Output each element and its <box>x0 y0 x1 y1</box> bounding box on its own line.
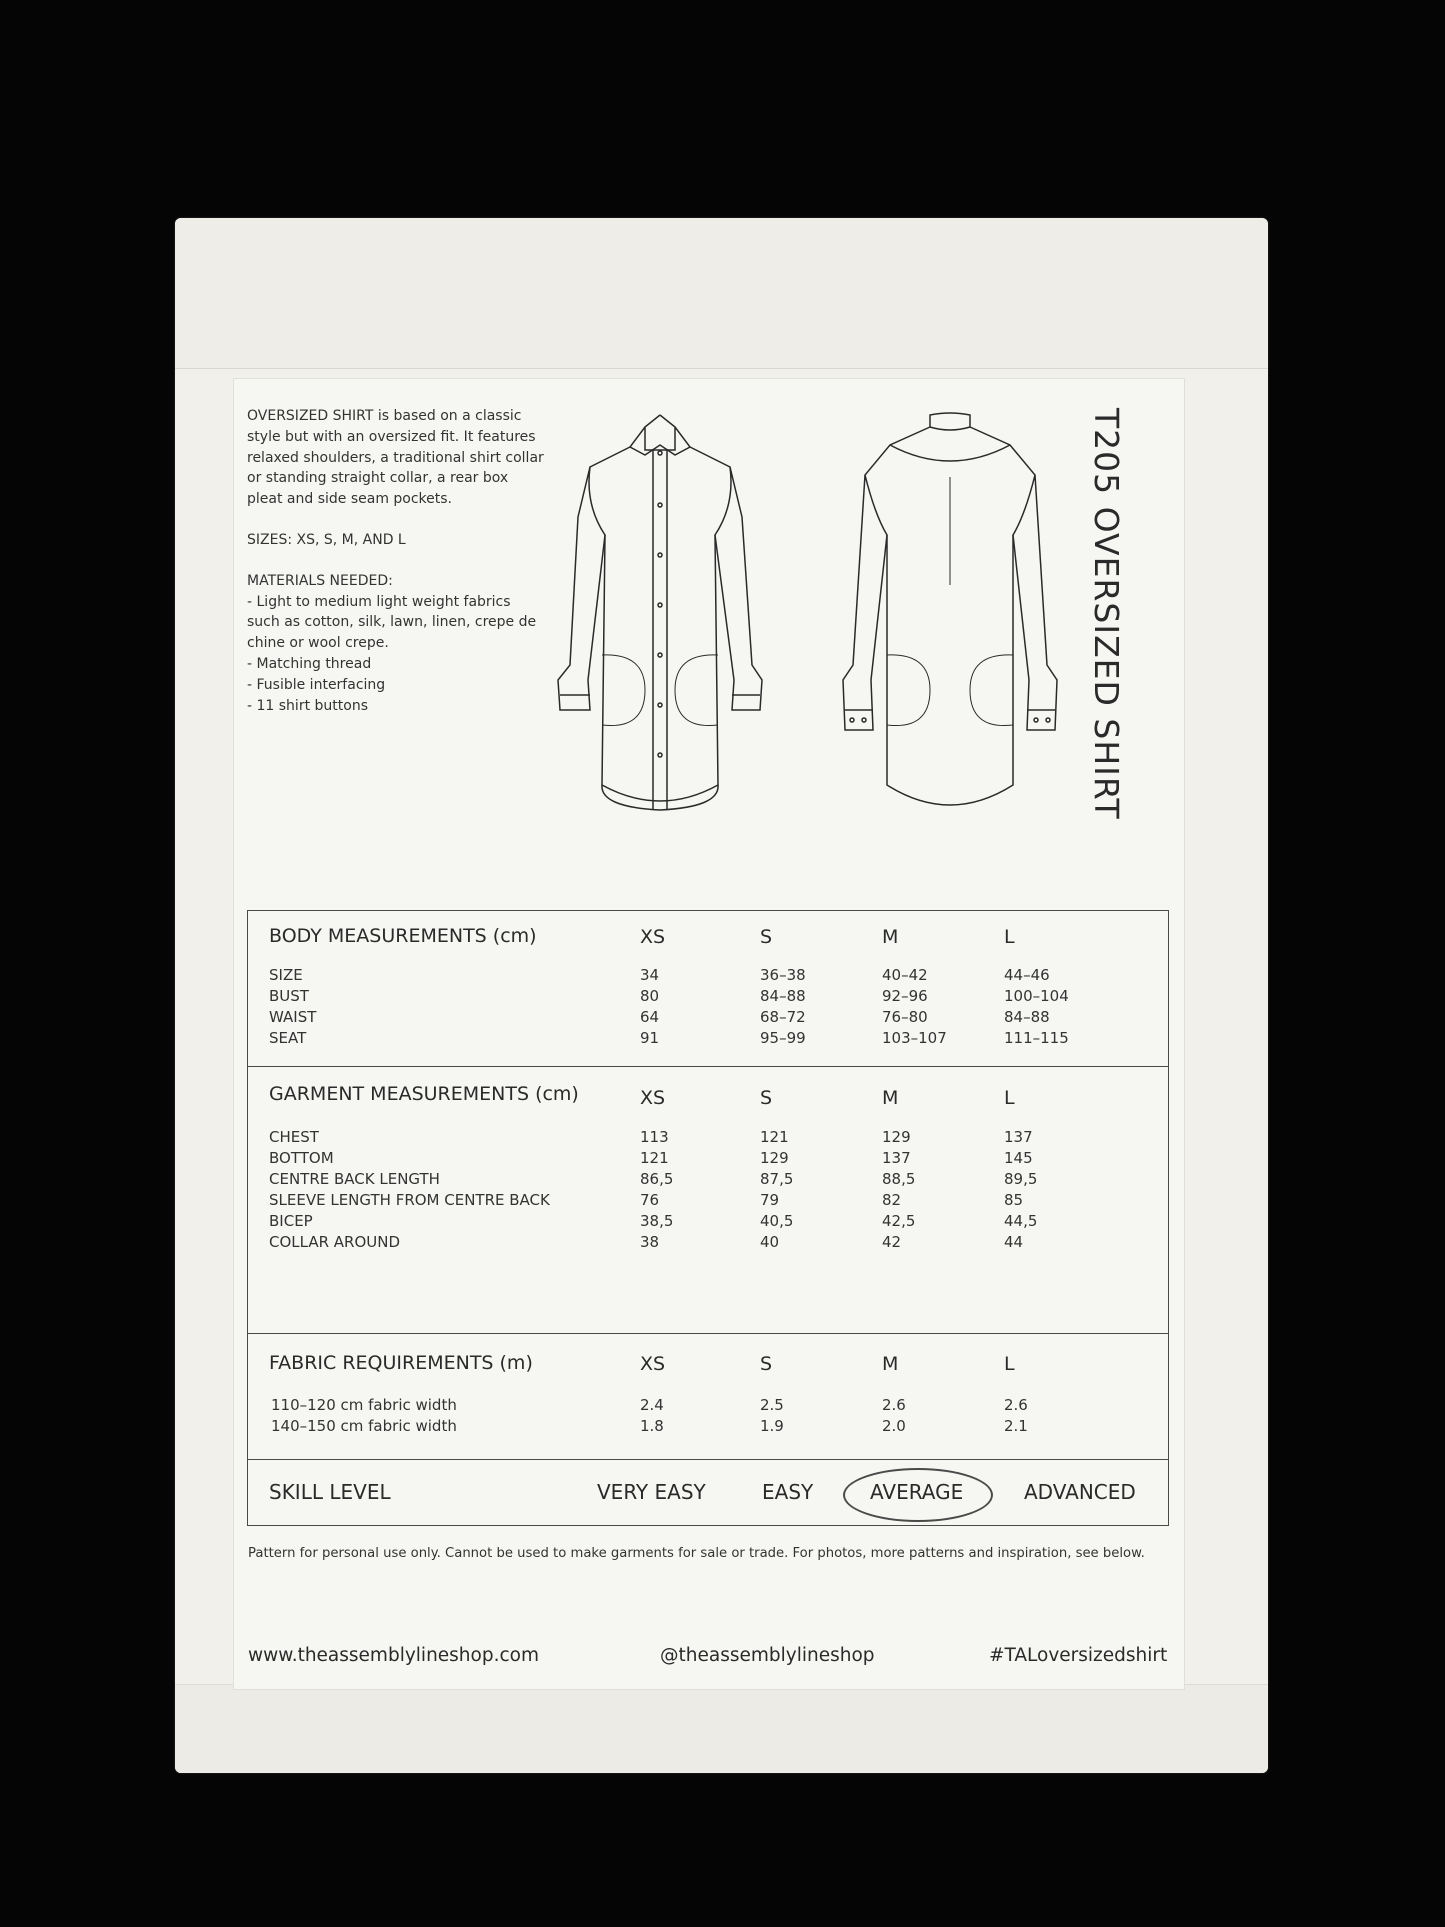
size-col-s: S <box>760 1087 773 1109</box>
body-cell: 34 <box>640 966 660 984</box>
skill-level-very-easy: VERY EASY <box>597 1480 706 1504</box>
shirt-front-drawing <box>550 405 790 825</box>
garment-cell: 38 <box>640 1233 660 1251</box>
garment-cell: 129 <box>882 1128 911 1146</box>
body-cell: 36–38 <box>760 966 806 984</box>
fabric-cell: 2.4 <box>640 1396 664 1414</box>
garment-row-label: CHEST <box>269 1128 319 1146</box>
garment-cell: 85 <box>1004 1191 1024 1209</box>
garment-cell: 40 <box>760 1233 780 1251</box>
shirt-back-drawing <box>835 405 1075 825</box>
fabric-cell: 2.5 <box>760 1396 784 1414</box>
size-col-l: L <box>1004 1087 1015 1109</box>
pattern-intro <box>247 406 547 716</box>
garment-row-label: BOTTOM <box>269 1149 334 1167</box>
garment-cell: 79 <box>760 1191 780 1209</box>
skill-level-advanced: ADVANCED <box>1024 1480 1136 1504</box>
garment-cell: 145 <box>1004 1149 1033 1167</box>
garment-cell: 76 <box>640 1191 660 1209</box>
materials-heading: MATERIALS NEEDED: <box>247 572 393 589</box>
garment-cell: 137 <box>1004 1128 1033 1146</box>
garment-row-label: BICEP <box>269 1212 313 1230</box>
size-col-xs: XS <box>640 1353 666 1375</box>
body-cell: 64 <box>640 1008 660 1026</box>
footer-handle: @theassemblylineshop <box>660 1645 875 1666</box>
body-cell: 103–107 <box>882 1029 947 1047</box>
skill-level-average: AVERAGE <box>870 1480 964 1504</box>
body-cell: 92–96 <box>882 987 928 1005</box>
garment-cell: 88,5 <box>882 1170 916 1188</box>
footer-website: www.theassemblylineshop.com <box>248 1645 539 1666</box>
body-row-label: WAIST <box>269 1008 317 1026</box>
body-cell: 76–80 <box>882 1008 928 1026</box>
body-cell: 91 <box>640 1029 660 1047</box>
garment-cell: 42 <box>882 1233 902 1251</box>
garment-row-label: SLEEVE LENGTH FROM CENTRE BACK <box>269 1191 550 1209</box>
materials-item: - Matching thread <box>247 655 372 672</box>
body-cell: 84–88 <box>1004 1008 1050 1026</box>
fabric-row-label: 140–150 cm fabric width <box>271 1417 457 1435</box>
body-row-label: SEAT <box>269 1029 307 1047</box>
size-col-m: M <box>882 926 899 948</box>
fabric-cell: 2.1 <box>1004 1417 1028 1435</box>
body-row-label: SIZE <box>269 966 303 984</box>
fabric-cell: 1.8 <box>640 1417 664 1435</box>
garment-cell: 38,5 <box>640 1212 674 1230</box>
garment-row-label: COLLAR AROUND <box>269 1233 401 1251</box>
materials-item: - Fusible interfacing <box>247 676 386 693</box>
size-col-s: S <box>760 926 773 948</box>
garment-cell: 129 <box>760 1149 789 1167</box>
garment-cell: 86,5 <box>640 1170 674 1188</box>
garment-cell: 44 <box>1004 1233 1024 1251</box>
garment-cell: 121 <box>760 1128 789 1146</box>
body-cell: 84–88 <box>760 987 806 1005</box>
body-cell: 100–104 <box>1004 987 1069 1005</box>
usage-footnote: Pattern for personal use only. Cannot be used to make garments for sale or trade. For photos, more patterns and inspiration, see below. <box>248 1546 1145 1561</box>
garment-cell: 89,5 <box>1004 1170 1038 1188</box>
skill-level-easy: EASY <box>762 1480 814 1504</box>
fabric-cell: 1.9 <box>760 1417 784 1435</box>
materials-item: - Light to medium light weight fabrics such as cotton, silk, lawn, linen, crepe de chine or wool crepe. <box>247 593 537 652</box>
garment-cell: 87,5 <box>760 1170 794 1188</box>
body-cell: 111–115 <box>1004 1029 1069 1047</box>
fabric-cell: 2.0 <box>882 1417 906 1435</box>
garment-cell: 137 <box>882 1149 911 1167</box>
garment-cell: 121 <box>640 1149 669 1167</box>
body-cell: 68–72 <box>760 1008 806 1026</box>
fabric-row-label: 110–120 cm fabric width <box>271 1396 457 1414</box>
envelope-top-flap <box>175 218 1268 369</box>
garment-cell: 113 <box>640 1128 669 1146</box>
body-cell: 95–99 <box>760 1029 806 1047</box>
body-cell: 40–42 <box>882 966 928 984</box>
garment-measurements-heading: GARMENT MEASUREMENTS (cm) <box>269 1083 579 1105</box>
materials-list <box>247 592 547 717</box>
envelope-bottom-flap <box>175 1684 1268 1773</box>
size-col-m: M <box>882 1353 899 1375</box>
size-col-xs: XS <box>640 1087 666 1109</box>
size-col-l: L <box>1004 1353 1015 1375</box>
size-col-s: S <box>760 1353 773 1375</box>
pattern-description: OVERSIZED SHIRT is based on a classic style but with an oversized fit. It features relaxed shoulders, a traditional shirt collar or standing straight collar, a rear box pleat and side seam pockets. <box>247 408 544 508</box>
fabric-requirements-heading: FABRIC REQUIREMENTS (m) <box>269 1352 533 1374</box>
body-row-label: BUST <box>269 987 309 1005</box>
skill-level-label: SKILL LEVEL <box>269 1480 391 1504</box>
footer-hashtag: #TALoversizedshirt <box>989 1645 1168 1666</box>
garment-cell: 82 <box>882 1191 902 1209</box>
pattern-title: T205 OVERSIZED SHIRT <box>1087 408 1126 820</box>
body-measurements-heading: BODY MEASUREMENTS (cm) <box>269 925 537 947</box>
body-cell: 80 <box>640 987 660 1005</box>
materials-item: - 11 shirt buttons <box>247 697 368 714</box>
size-col-l: L <box>1004 926 1015 948</box>
garment-row-label: CENTRE BACK LENGTH <box>269 1170 440 1188</box>
garment-cell: 42,5 <box>882 1212 916 1230</box>
garment-cell: 44,5 <box>1004 1212 1038 1230</box>
fabric-cell: 2.6 <box>882 1396 906 1414</box>
size-col-xs: XS <box>640 926 666 948</box>
garment-cell: 40,5 <box>760 1212 794 1230</box>
size-col-m: M <box>882 1087 899 1109</box>
sizes-line: SIZES: XS, S, M, AND L <box>247 531 406 548</box>
body-cell: 44–46 <box>1004 966 1050 984</box>
fabric-cell: 2.6 <box>1004 1396 1028 1414</box>
